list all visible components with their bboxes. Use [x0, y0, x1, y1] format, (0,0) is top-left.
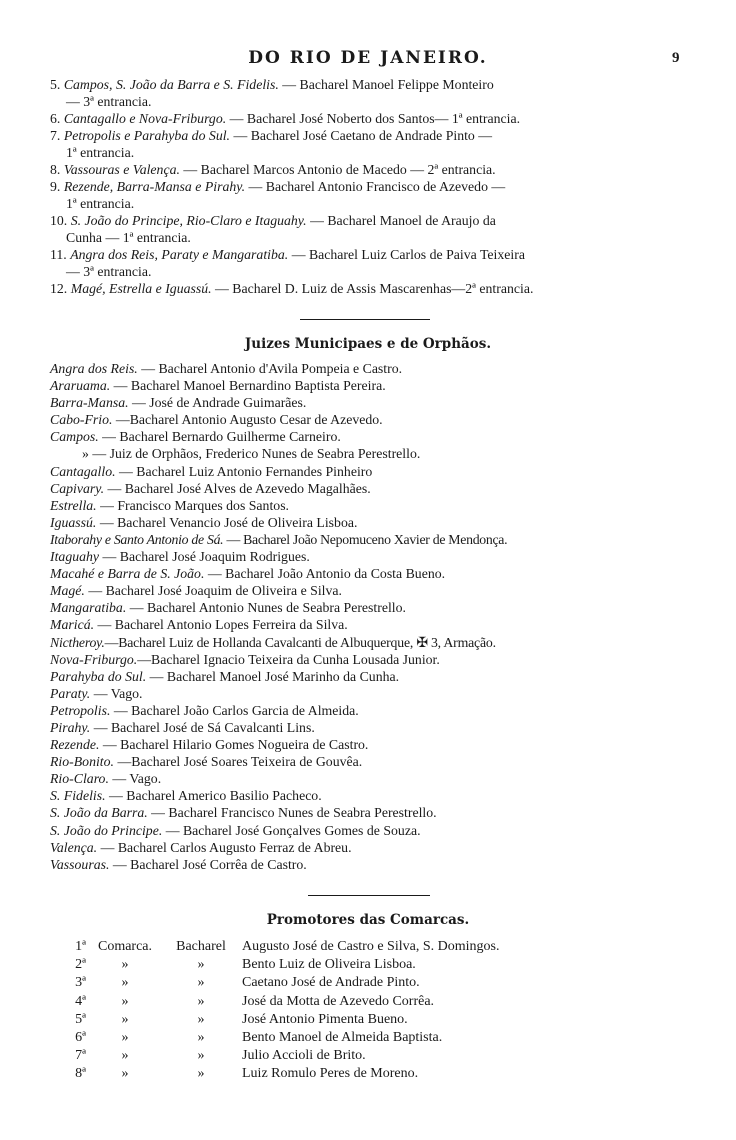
judge-entry: Nova-Friburgo.—Bacharel Ignacio Teixeira da Cunha Lousada Junior.: [50, 651, 440, 667]
promoters-section-title: Promotores das Comarcas.: [266, 912, 470, 928]
judge-entry: Pirahy. — Bacharel José de Sá Cavalcanti Lins.: [50, 719, 315, 735]
judge-entry: Macahé e Barra de S. João. — Bacharel João Antonio da Costa Bueno.: [50, 566, 446, 582]
judge-entry: Itaguahy — Bacharel José Joaquim Rodrigues.: [50, 549, 310, 565]
judge-entry: Maricá. — Bacharel Antonio Lopes Ferreira da Silva.: [50, 617, 348, 633]
judge-entry: Estrella. — Francisco Marques dos Santos.: [50, 497, 290, 513]
judge-entry: Itaborahy e Santo Antonio de Sá. — Bacharel João Nepomuceno Xavier de Mendonça.: [50, 531, 508, 547]
judge-entry: Magé. — Bacharel José Joaquim de Oliveira e Silva.: [50, 583, 342, 599]
judge-entry: Cabo-Frio. —Bacharel Antonio Augusto Cesar de Azevedo.: [50, 412, 383, 428]
judge-entry: Mangaratiba. — Bacharel Antonio Nunes de Seabra Perestrello.: [50, 600, 406, 616]
judge-entry: Iguassú. — Bacharel Venancio José de Oliveira Lisboa.: [50, 514, 358, 530]
judge-entry: S. Fidelis. — Bacharel Americo Basilio Pacheco.: [50, 788, 322, 804]
judge-entry: Campos. — Bacharel Bernardo Guilherme Carneiro.: [50, 429, 341, 445]
comarca-entry: 9. Rezende, Barra-Mansa e Pirahy. — Bacharel Antonio Francisco de Azevedo — 1ª entrancia.: [50, 179, 506, 211]
comarcas-list: [50, 76, 686, 297]
judge-entry: Cantagallo. — Bacharel Luiz Antonio Fernandes Pinheiro: [50, 463, 373, 479]
judge-entry: Petropolis. — Bacharel João Carlos Garcia de Almeida.: [50, 702, 359, 718]
judge-entry: Parahyba do Sul. — Bacharel Manoel José Marinho da Cunha.: [50, 668, 400, 684]
judge-entry: S. João da Barra. — Bacharel Francisco Nunes de Seabra Perestrello.: [50, 805, 437, 821]
comarca-entry: 10. S. João do Principe, Rio-Claro e Itaguahy. — Bacharel Manoel de Araujo da Cunha — 1ª entrancia.: [50, 213, 496, 245]
page-header: [0, 48, 736, 72]
judge-entry: Rio-Bonito. —Bacharel José Soares Teixeira de Gouvêa.: [50, 754, 363, 770]
judge-entry: Vassouras. — Bacharel José Corrêa de Castro.: [50, 856, 307, 872]
judge-entry: Valença. — Bacharel Carlos Augusto Ferraz de Abreu.: [50, 839, 352, 855]
comarca-entry: 6. Cantagallo e Nova-Friburgo. — Bacharel José Noberto dos Santos— 1ª entrancia.: [50, 111, 521, 126]
comarca-entry: 5. Campos, S. João da Barra e S. Fidelis. — Bacharel Manoel Felippe Monteiro — 3ª entrancia.: [50, 77, 494, 109]
page-title: DO RIO DE JANEIRO.: [248, 48, 488, 68]
table-row: 4ª » » José da Motta de Azevedo Corrêa.: [75, 993, 435, 1009]
table-row: 6ª » » Bento Manoel de Almeida Baptista.: [75, 1030, 443, 1046]
judge-entry: Paraty. — Vago.: [50, 685, 143, 701]
judge-entry: Araruama. — Bacharel Manoel Bernardino Baptista Pereira.: [50, 378, 386, 394]
comarca-entry: 8. Vassouras e Valença. — Bacharel Marcos Antonio de Macedo — 2ª entrancia.: [50, 162, 496, 177]
judge-entry: Nictheroy.—Bacharel Luiz de Hollanda Cavalcanti de Albuquerque, ✠ 3, Armação.: [50, 634, 496, 650]
judge-entry: Capivary. — Bacharel José Alves de Azevedo Magalhães.: [50, 480, 371, 496]
judge-entry: Rio-Claro. — Vago.: [50, 771, 162, 787]
table-row: 2ª » » Bento Luiz de Oliveira Lisboa.: [75, 957, 416, 973]
table-row: 7ª » » Julio Accioli de Brito.: [75, 1048, 366, 1064]
judge-entry: Angra dos Reis. — Bacharel Antonio d'Avila Pompeia e Castro.: [50, 361, 403, 376]
judge-entry: Rezende. — Bacharel Hilario Gomes Nogueira de Castro.: [50, 737, 369, 753]
page-number: 9: [672, 50, 680, 66]
judge-entry: Barra-Mansa. — José de Andrade Guimarães.: [50, 395, 307, 411]
judge-entry: S. João do Principe. — Bacharel José Gonçalves Gomes de Souza.: [50, 822, 421, 838]
comarca-entry: 12. Magé, Estrella e Iguassú. — Bacharel D. Luiz de Assis Mascarenhas—2ª entrancia.: [50, 281, 534, 296]
comarca-entry: 11. Angra dos Reis, Paraty e Mangaratiba. — Bacharel Luiz Carlos de Paiva Teixeira — 3ª entrancia.: [50, 247, 525, 279]
table-row: 8ª » » Luiz Romulo Peres de Moreno.: [75, 1066, 419, 1082]
comarca-entry: 7. Petropolis e Parahyba do Sul. — Bacharel José Caetano de Andrade Pinto — 1ª entrancia.: [50, 128, 493, 160]
table-row: 1ª Comarca. Bacharel Augusto José de Castro e Silva, S. Domingos.: [75, 939, 500, 954]
promoters-table: [60, 938, 505, 1084]
table-row: 5ª » » José Antonio Pimenta Bueno.: [75, 1011, 408, 1027]
divider: [300, 319, 430, 320]
table-row: 3ª » » Caetano José de Andrade Pinto.: [75, 975, 420, 991]
judge-entry: » — Juiz de Orphãos, Frederico Nunes de Seabra Perestrello.: [82, 446, 421, 462]
judges-list: [50, 360, 686, 873]
judges-section-title: Juizes Municipaes e de Orphãos.: [244, 336, 492, 352]
divider: [308, 895, 430, 896]
